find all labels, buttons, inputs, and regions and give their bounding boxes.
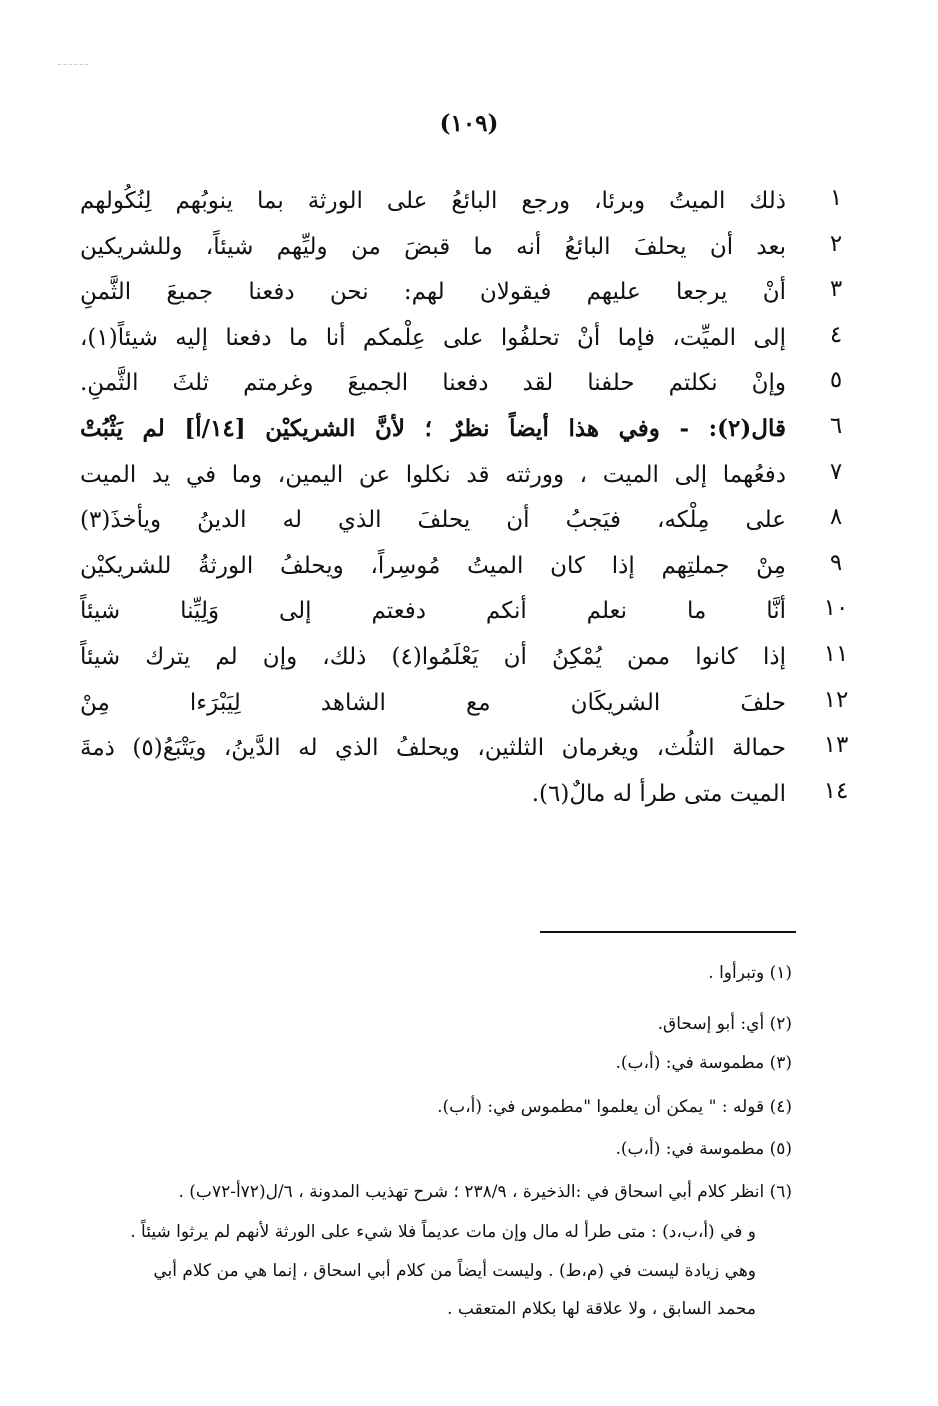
line-text: أنَّا ما نعلم أنكم دفعتم إلى وَلِيِّنا شيئاً [80,598,786,624]
text-line [80,591,858,639]
line-number: ٣ [829,276,843,302]
text-line [80,455,858,503]
text-line [80,774,858,822]
line-number: ١١ [823,641,849,667]
scan-mark [58,64,88,65]
text-line [80,181,858,229]
footnote-continuation: و في (أ،ب،د) : متى طرأ له مال وإن مات عديماً فلا شيء على الورثة لأنهم لم يرثوا شيئاً . [130,1222,756,1242]
line-text: قال(٢): - وفي هذا أيضاً نظرٌ ؛ لأنَّ الشريكيْن [١٤/أ] لم يَثْبُتْ [80,415,786,442]
footnote: (٦) انظر كلام أبي اسحاق في :الذخيرة ، ٢٣٨/٩ ؛ شرح تهذيب المدونة ، ٦/ل(٧٢أ-٧٢ب) . [178,1182,792,1202]
line-text: دفعُهما إلى الميت ، وورثته قد نكلوا عن اليمين، وما في يد الميت [80,462,786,488]
line-number: ٦ [829,413,843,439]
text-line [80,409,858,457]
footnote: (٣) مطموسة في: (أ،ب). [615,1053,792,1073]
text-line [80,227,858,275]
line-text: الميت متى طرأ له مالٌ(٦). [531,781,786,807]
footnote-separator [540,931,796,933]
page-number: (١٠٩) [439,110,499,137]
text-line [80,637,858,685]
line-number: ٩ [829,550,843,576]
line-number: ٧ [829,459,843,485]
text-line [80,500,858,548]
line-number: ٤ [829,322,843,348]
footnote-continuation: محمد السابق ، ولا علاقة لها بكلام المتعقب . [447,1299,756,1319]
line-number: ١٣ [823,732,849,758]
line-number: ١٠ [823,595,849,621]
line-text: إلى الميِّت، فإما أنْ تحلفُوا على عِلْمكم أنا ما دفعنا إليه شيئاً(١)، [80,325,786,351]
line-text: إذا كانوا ممن يُمْكِنُ أن يَعْلَمُوا(٤) ذلك، وإن لم يترك شيئاً [80,644,786,670]
line-number: ١ [829,185,843,211]
footnote-continuation: وهي زيادة ليست في (م،ط) . وليست أيضاً من كلام أبي اسحاق ، إنما هي من كلام أبي [153,1261,756,1281]
text-line [80,683,858,731]
footnote: (٢) أي: أبو إسحاق. [657,1014,792,1034]
text-line [80,318,858,366]
line-number: ٢ [829,231,843,257]
footnote: (١) وتبرأوا . [708,963,792,983]
line-text: حلفَ الشريكَان مع الشاهد لِيَبْرَءا مِنْ [80,690,786,716]
text-line [80,728,858,776]
line-number: ٨ [829,504,843,530]
text-line [80,272,858,320]
line-text: ذلك الميتُ وبرئا، ورجع البائعُ على الورثة بما ينوبُهم لِنُكُولهم [80,188,786,214]
footnote: (٤) قوله : " يمكن أن يعلموا "مطموس في: (أ،ب). [437,1097,792,1117]
line-number: ١٢ [823,687,849,713]
line-text: أنْ يرجعا عليهم فيقولان لهم: نحن دفعنا جميعَ الثَّمنِ [80,279,786,305]
line-text: بعد أن يحلفَ البائعُ أنه ما قبضَ من وليِّهم شيئاً، وللشريكين [80,234,786,260]
line-text: على مِلْكه، فيَجبُ أن يحلفَ الذي له الدينُ ويأخذَ(٣) [80,507,786,533]
line-text: حمالة الثلُث، ويغرمان الثلثين، ويحلفُ الذي له الدَّينُ، ويَتْبَعُ(٥) ذمةَ [80,735,786,761]
line-number: ١٤ [823,778,849,804]
text-line [80,363,858,411]
line-text: مِنْ جملتِهم إذا كان الميتُ مُوسِراً، ويحلفُ الورثةُ للشريكيْن [80,553,786,579]
line-text: وإنْ نكلتم حلفنا لقد دفعنا الجميعَ وغرمتم ثلثَ الثَّمنِ. [80,370,786,396]
line-number: ٥ [829,367,843,393]
text-line [80,546,858,594]
footnote: (٥) مطموسة في: (أ،ب). [615,1139,792,1159]
